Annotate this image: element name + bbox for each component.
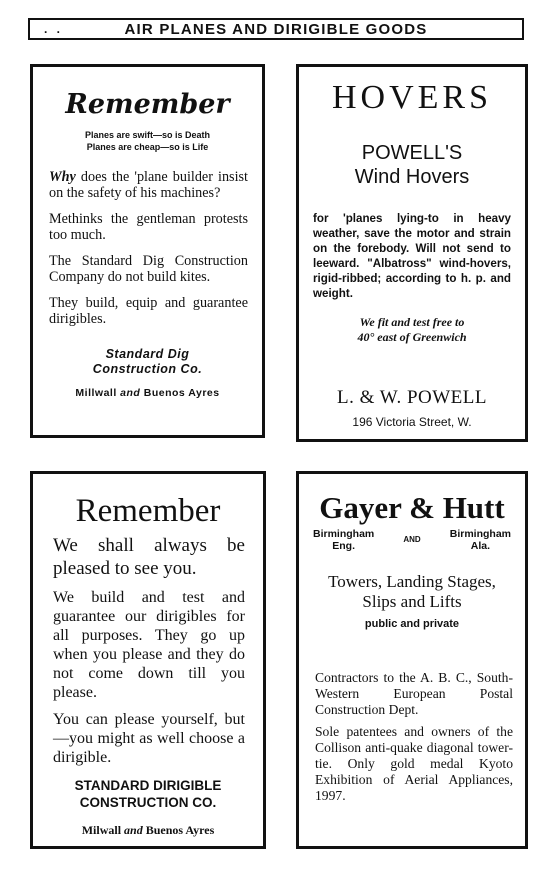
ad4-cities xyxy=(299,528,525,552)
ad3-company-line-2: CONSTRUCTION CO. xyxy=(79,795,217,810)
ad3-location xyxy=(33,823,263,838)
ad1-motto-line-2: Planes are cheap—so is Life xyxy=(86,142,209,152)
ad2-firm-name: L. & W. POWELL xyxy=(336,387,488,408)
ad3-lead: We shall always be pleased to see you. xyxy=(53,535,245,579)
ad3-company xyxy=(33,777,263,811)
ad1-signature-line-2: Construction Co. xyxy=(92,362,203,376)
ad4-city-right-line-1: Birmingham xyxy=(449,528,511,540)
ad3-paragraph-1: We build and test and guarantee our dirigibles for all purposes. They go up when you please and they do not come down till you please. xyxy=(53,589,245,701)
ad4-services-line-1: Towers, Landing Stages, xyxy=(328,572,496,591)
ad4-public-private: public and private xyxy=(364,618,460,630)
ad2-body: for 'planes lying-to in heavy weather, save the motor and strain on the forebody. Will not send to leeward. "Albatross" wind-hovers, rigid-ribbed; according to h. p. and weight. xyxy=(313,212,511,300)
ad4-city-left-line-2: Eng. xyxy=(332,540,355,552)
ad2-address: 196 Victoria Street, W. xyxy=(352,415,472,429)
ad3-paragraph-2: You can please yourself, but—you might as well choose a dirigible. xyxy=(53,711,245,766)
ad4-city-right-line-2: Ala. xyxy=(470,540,490,552)
ad4-paragraph-2: Sole patentees and owners of the Collison anti-quake diagonal tower-tie. Only gold medal Kyoto Exhibition of Aerial Appliances, 1997. xyxy=(315,724,513,803)
ad1-why: Why xyxy=(49,169,76,185)
ad4-title: Gayer & Hutt xyxy=(319,490,505,525)
ad2-fit-line-1: We fit and test free to xyxy=(359,315,465,329)
header-title: AIR PLANES AND DIRIGIBLE GOODS xyxy=(124,20,428,38)
ad2-title: HOVERS xyxy=(331,79,493,116)
ad4-and: AND xyxy=(403,535,421,544)
ad1-motto-line-1: Planes are swift—so is Death xyxy=(84,130,211,140)
ad1-title: Remember xyxy=(65,89,230,120)
ad4-services xyxy=(299,572,525,612)
ad-gayer-hutt xyxy=(296,471,528,849)
ad1-paragraph-2: Methinks the gentleman protests too much. xyxy=(49,211,248,243)
ad-hovers-powell xyxy=(296,64,528,442)
ad1-location-2: Buenos Ayres xyxy=(140,387,220,399)
ad4-services-line-2: Slips and Lifts xyxy=(362,592,462,611)
ad3-location-1: Milwall xyxy=(81,823,125,837)
ad3-company-line-1: STANDARD DIRIGIBLE xyxy=(74,778,222,793)
ad3-title: Remember xyxy=(75,493,221,529)
ad4-city-right xyxy=(450,528,511,552)
ad-remember-standard-dig xyxy=(30,64,265,438)
ad-remember-standard-dirigible xyxy=(30,471,266,849)
ad2-subtitle-line-1: POWELL'S xyxy=(361,142,463,164)
header-dots: . . xyxy=(44,22,64,36)
ad1-location-and: and xyxy=(120,387,141,399)
ad1-paragraph-4: They build, equip and guarantee dirigibles. xyxy=(49,295,248,327)
page-header xyxy=(28,18,524,40)
ad2-subtitle xyxy=(299,141,525,189)
ad1-signature-line-1: Standard Dig xyxy=(105,347,190,361)
ad1-location xyxy=(33,387,262,399)
ad3-location-2: Buenos Ayres xyxy=(142,823,215,837)
ad4-paragraph-1: Contractors to the A. B. C., South-Western European Postal Construction Dept. xyxy=(315,670,513,717)
ad1-location-1: Millwall xyxy=(75,387,121,399)
ad1-motto xyxy=(33,129,262,153)
ad1-paragraph-3: The Standard Dig Construction Company do not build kites. xyxy=(49,253,248,285)
ad2-subtitle-line-2: Wind Hovers xyxy=(354,166,470,188)
ad1-paragraph-1-text: does the 'plane builder insist on the safety of his machines? xyxy=(49,169,248,201)
ad1-paragraph-1 xyxy=(33,169,262,201)
ad1-body xyxy=(33,169,262,327)
ad2-fit-line-2: 40° east of Greenwich xyxy=(357,330,467,344)
ad4-city-left xyxy=(313,528,374,552)
ad3-location-and: and xyxy=(124,823,143,837)
ad1-signature xyxy=(33,347,262,377)
ad4-city-left-line-1: Birmingham xyxy=(313,528,375,540)
ad2-fit-test xyxy=(299,315,525,345)
